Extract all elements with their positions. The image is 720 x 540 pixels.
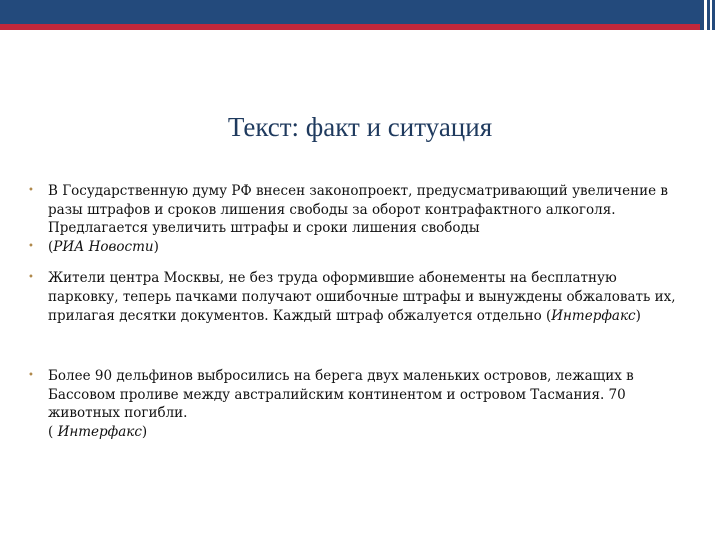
source-label: Интерфакс bbox=[57, 423, 142, 440]
bullet-text: Более 90 дельфинов выбросились на берега двух маленьких островов, лежащих в Бассовом проливе между австралийским континентом и островом Тасмания. 70 животных погибли. ( Интерфакс) bbox=[48, 368, 634, 440]
bullet-icon: • bbox=[28, 185, 34, 196]
bullet-text: В Государственную думу РФ внесен законопроект, предусматривающий увеличение в разы штрафов и сроков лишения свободы за оборот контрафактного алкоголя. Предлагается увеличить штрафы и сроки лишения свободы bbox=[48, 183, 668, 237]
bullet-list bbox=[26, 182, 686, 442]
top-red-bar bbox=[0, 24, 700, 30]
bullet-item bbox=[26, 238, 686, 257]
top-decoration bbox=[0, 0, 720, 34]
bullet-item bbox=[26, 182, 686, 238]
bullet-item bbox=[26, 269, 686, 325]
bullet-icon: • bbox=[28, 370, 34, 382]
source-label: Интерфакс bbox=[551, 307, 636, 324]
bullet-item bbox=[26, 367, 686, 441]
top-blue-bar bbox=[0, 0, 700, 24]
bullet-icon: • bbox=[28, 240, 34, 252]
slide-title: Текст: факт и ситуация bbox=[227, 112, 493, 142]
top-stripe bbox=[715, 0, 720, 30]
bullet-icon: • bbox=[28, 272, 34, 284]
bullet-text: (РИА Новости) bbox=[48, 238, 159, 255]
source-label: РИА Новости bbox=[53, 238, 154, 255]
bullet-text: Жители центра Москвы, не без труда оформившие абонементы на бесплатную парковку, теперь пачками получают ошибочные штрафы и вынуждены обжаловать их, прилагая десятки документов. Каждый штраф обжалуется отдельно (Интерфакс) bbox=[48, 270, 676, 324]
